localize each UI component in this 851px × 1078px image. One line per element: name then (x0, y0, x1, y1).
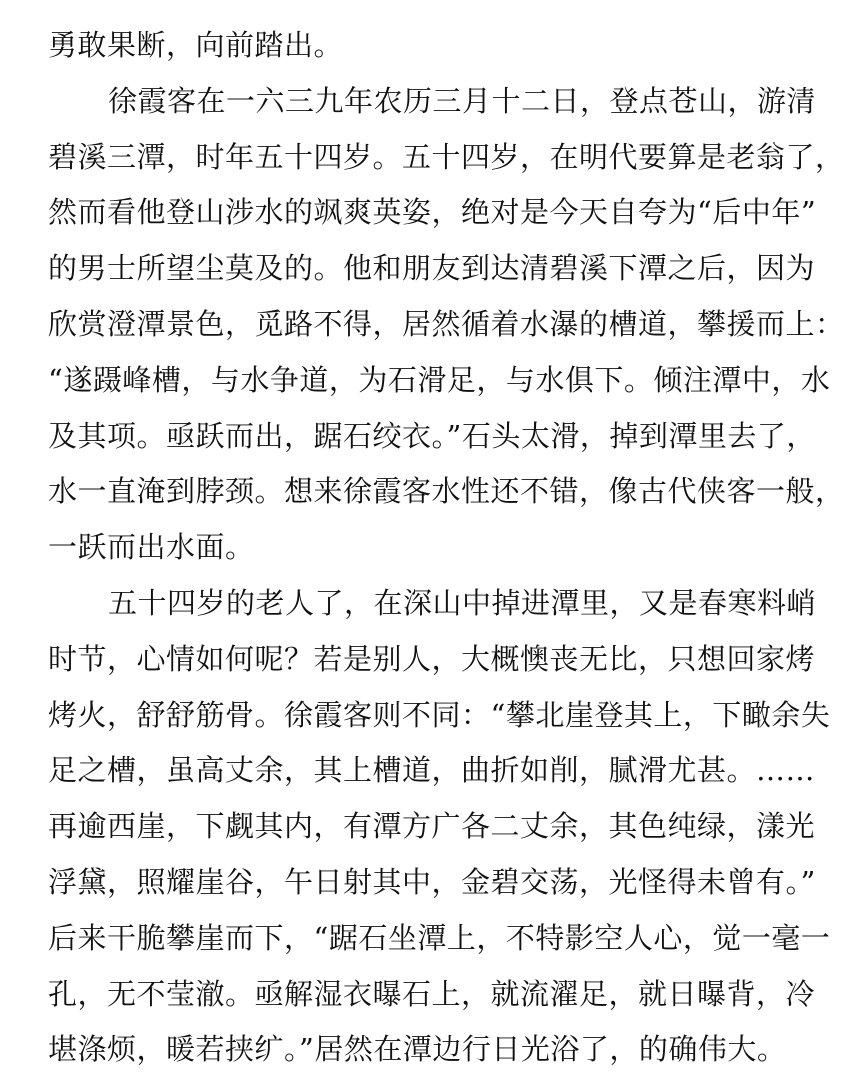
text-line: 然而看他登山涉水的飒爽英姿，绝对是今天自夸为“后中年” (48, 195, 817, 230)
text-line: 的男士所望尘莫及的。他和朋友到达清碧溪下潭之后，因为 (48, 251, 816, 286)
text-line: 时节，心情如何呢？若是别人，大概懊丧无比，只想回家烤 (48, 641, 816, 676)
text-line: 孔，无不莹澈。亟解湿衣曝石上，就流濯足，就日曝背，冷 (48, 976, 816, 1011)
text-line: 碧溪三潭，时年五十四岁。五十四岁，在明代要算是老翁了， (48, 139, 845, 174)
text-line: 后来干脆攀崖而下，“踞石坐潭上，不特影空人心，觉一毫一 (48, 920, 831, 955)
body-text (48, 18, 845, 1078)
text-line: 足之槽，虽高丈余，其上槽道，曲折如削，腻滑尤甚。…… (48, 753, 816, 788)
text-line: 一跃而出水面。 (48, 530, 255, 565)
text-line: 欣赏澄潭景色，觅路不得，居然循着水瀑的槽道，攀援而上： (48, 306, 845, 341)
text-line: “遂蹑峰槽，与水争道，为石滑足，与水俱下。倾注潭中，水 (48, 362, 831, 397)
text-line: 浮黛，照耀崖谷，午日射其中，金碧交荡，光怪得未曾有。” (48, 864, 816, 899)
text-line: 勇敢果断，向前踏出。 (48, 28, 344, 62)
text-line: 及其项。亟跃而出，踞石绞衣。”石头太滑，掉到潭里去了， (48, 418, 816, 453)
text-line: 再逾西崖，下觑其内，有潭方广各二丈余，其色纯绿，漾光 (48, 809, 816, 844)
text-line: 烤火，舒舒筋骨。徐霞客则不同：“攀北崖登其上，下瞰余失 (48, 697, 831, 732)
paragraph-first-line: 五十四岁的老人了，在深山中掉进潭里，又是春寒料峭 (108, 585, 817, 620)
text-line: 堪涤烦，暖若挟纩。”居然在潭边行日光浴了，的确伟大。 (48, 1032, 787, 1067)
text-line: 水一直淹到脖颈。想来徐霞客水性还不错，像古代侠客一般， (48, 474, 845, 509)
paragraph-first-line: 徐霞客在一六三九年农历三月十二日，登点苍山，游清 (108, 83, 817, 118)
